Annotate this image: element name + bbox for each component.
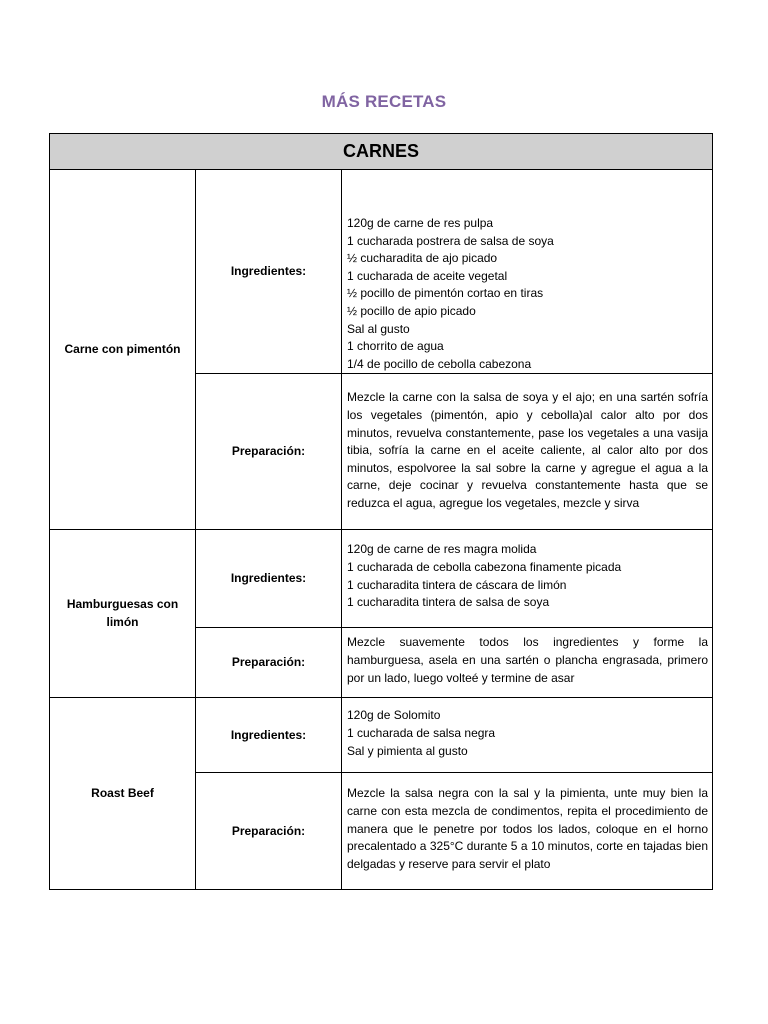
preparation-text: Mezcle la salsa negra con la sal y la pimienta, unte muy bien la carne con esta mezcla de condimentos, repita el procedimiento de manera que le penetre por todos los lados, coloque en el horno precalentado a 325°C durante 5 a 10 minutos, corte en tajadas bien delgadas y reserve para servir el plato	[347, 786, 708, 871]
ingredients-label: Ingredientes:	[196, 698, 342, 773]
ingredients-list	[347, 192, 708, 373]
ingredient-item: 120g de Solomito	[347, 708, 441, 723]
preparation-text: Mezcle suavemente todos los ingredientes y forme la hamburguesa, asela en una sartén o plancha engrasada, primero por un lado, luego volteé y termine de asar	[347, 635, 708, 685]
ingredient-item: 1/4 de pocillo de cebolla cabezona	[347, 356, 532, 371]
ingredients-cell	[342, 698, 713, 773]
ingredients-label: Ingredientes:	[196, 170, 342, 374]
preparation-cell	[342, 374, 713, 530]
ingredient-item: 1 cucharada postrera de salsa de soya	[347, 233, 554, 248]
ingredient-item: ½ cucharadita de ajo picado	[347, 251, 498, 266]
ingredients-list	[347, 698, 708, 760]
ingredient-item: ½ pocillo de apio picado	[347, 303, 476, 318]
preparation-text: Mezcle la carne con la salsa de soya y el ajo; en una sartén sofría los vegetales (pimentón, apio y cebolla)al calor alto por dos minutos, revuelva constantemente, pase los vegetales a una vasija tibia, sofría la carne en el aceite caliente, al calor alto por dos minutos, espolvoree la sal sobre la carne y agregue el agua a la carne, deje cocinar y revuelva constantemente hasta que se reduzca el agua, agregue los vegetales, mezcle y sirva	[347, 390, 708, 510]
ingredients-cell	[342, 170, 713, 374]
ingredients-cell	[342, 530, 713, 628]
ingredient-item: 120g de carne de res pulpa	[347, 216, 494, 230]
ingredient-item: ½ pocillo de pimentón cortao en tiras	[347, 286, 544, 301]
ingredient-item: 1 chorrito de agua	[347, 339, 444, 354]
recipe-name: Hamburguesas con limón	[50, 530, 196, 698]
preparation-label: Preparación:	[196, 374, 342, 530]
ingredient-item: Sal al gusto	[347, 321, 410, 336]
recipe-name: Carne con pimentón	[50, 170, 196, 530]
ingredients-list	[347, 530, 708, 611]
preparation-label: Preparación:	[196, 628, 342, 698]
ingredients-label: Ingredientes:	[196, 530, 342, 628]
ingredient-item: 120g de carne de res magra molida	[347, 542, 537, 557]
section-header: CARNES	[50, 134, 713, 170]
recipes-table	[49, 133, 713, 890]
ingredient-item: 1 cucharada de aceite vegetal	[347, 268, 508, 283]
ingredient-item: 1 cucharadita tintera de cáscara de limón	[347, 577, 567, 592]
preparation-label: Preparación:	[196, 773, 342, 890]
preparation-cell	[342, 773, 713, 890]
ingredient-item: Sal y pimienta al gusto	[347, 743, 468, 758]
ingredient-item: 1 cucharadita tintera de salsa de soya	[347, 595, 550, 610]
ingredient-item: 1 cucharada de cebolla cabezona finamente picada	[347, 559, 622, 574]
page-title: MÁS RECETAS	[321, 92, 447, 111]
recipe-name: Roast Beef	[50, 698, 196, 890]
preparation-cell	[342, 628, 713, 698]
ingredient-item: 1 cucharada de salsa negra	[347, 725, 496, 740]
